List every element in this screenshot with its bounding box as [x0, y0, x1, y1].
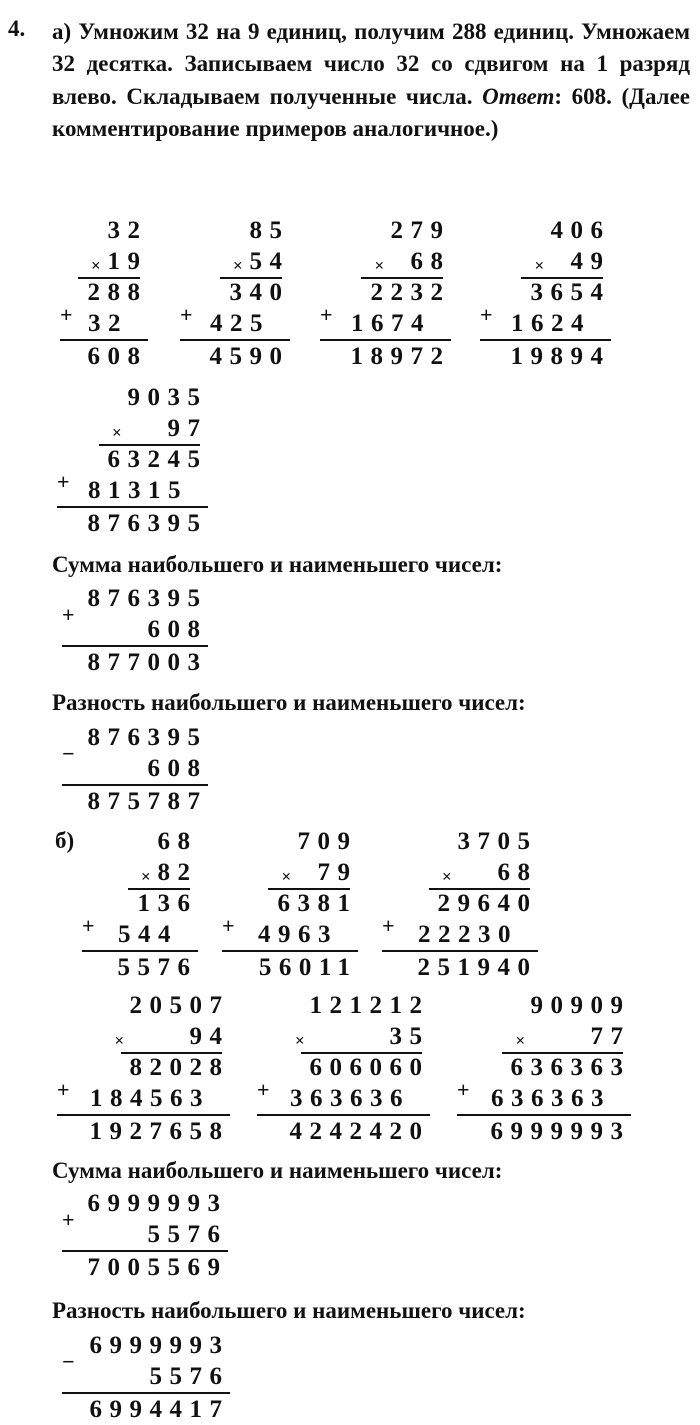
multiplier: 94 [189, 1023, 230, 1050]
multiplier: 54 [249, 248, 290, 275]
multiplicand: 32 [107, 217, 148, 244]
plus-sign: + [82, 913, 95, 938]
task-number: 4. [8, 16, 26, 41]
product-result: 19894 [480, 339, 611, 372]
operand-1: 6999993 [87, 1190, 228, 1217]
operation-result: 6994417 [62, 1392, 230, 1425]
partial-product-2: 544 [118, 921, 178, 948]
multiplier: 68 [410, 248, 451, 275]
column-operation [62, 1330, 230, 1425]
multiplier: 77 [590, 1023, 631, 1050]
partial-product-2: 636363 [491, 1085, 611, 1112]
multiplier: 79 [317, 859, 358, 886]
partial-product-2: 1624 [511, 310, 591, 337]
operation-result: 7005569 [62, 1250, 228, 1283]
product-result: 6999993 [457, 1114, 631, 1147]
product-line [361, 277, 443, 279]
product-line [121, 1052, 223, 1054]
product-line [128, 888, 191, 890]
diff-label-b: Разность наибольшего и наименьшего чисел: [52, 1298, 526, 1323]
column-multiplication [57, 382, 208, 539]
multiplicand: 68 [157, 828, 198, 855]
multiplicand: 90909 [530, 992, 631, 1019]
partial-product-1: 63245 [107, 446, 208, 473]
product-result: 5576 [82, 950, 198, 983]
multiplier: 19 [107, 248, 148, 275]
times-sign: × [295, 1031, 305, 1050]
plus-sign: + [257, 1077, 270, 1102]
times-sign: × [112, 423, 122, 442]
product-line [301, 1052, 422, 1054]
plus-sign: + [62, 602, 75, 627]
product-result: 608 [60, 339, 148, 372]
partial-product-1: 6381 [277, 890, 358, 917]
partial-product-1: 636363 [510, 1054, 631, 1081]
part-b-label: б) [55, 828, 75, 853]
times-sign: × [233, 256, 243, 275]
sum-label-b: Сумма наибольшего и наименьшего чисел: [52, 1158, 503, 1183]
plus-sign: + [180, 302, 193, 327]
operation-result: 877003 [62, 645, 208, 678]
partial-product-2: 1674 [351, 310, 431, 337]
times-sign: × [114, 1031, 125, 1050]
multiplier: 68 [497, 859, 538, 886]
plus-sign: + [57, 469, 70, 494]
plus-sign: + [320, 302, 333, 327]
partial-product-1: 340 [229, 279, 290, 306]
partial-product-2: 184563 [90, 1085, 210, 1112]
product-result: 18972 [320, 339, 451, 372]
multiplier: 35 [389, 1023, 430, 1050]
intro-text-end: : 608. (Далее комментирование примеров аналогичное.) [52, 83, 691, 141]
operand-2: 5576 [147, 1221, 228, 1248]
plus-sign: + [60, 302, 73, 327]
partial-product-1: 3654 [530, 279, 611, 306]
column-multiplication [382, 826, 538, 983]
plus-sign: + [480, 302, 493, 327]
operand-2: 5576 [149, 1363, 230, 1390]
column-multiplication [82, 826, 198, 983]
times-sign: × [141, 867, 151, 886]
times-sign: × [91, 256, 101, 275]
multiplicand: 9035 [127, 384, 208, 411]
product-line [521, 277, 603, 279]
partial-product-2: 22230 [418, 921, 518, 948]
multiplicand: 3705 [457, 828, 538, 855]
column-multiplication [480, 215, 611, 372]
product-result: 4242420 [257, 1114, 430, 1147]
partial-product-1: 29640 [437, 890, 538, 917]
times-sign: × [281, 867, 292, 886]
plus-sign: + [457, 1077, 470, 1102]
product-result: 1927658 [57, 1114, 230, 1147]
multiplier: 97 [167, 415, 208, 442]
part-a-explanation [52, 16, 690, 145]
column-operation [62, 583, 208, 678]
times-sign: × [442, 867, 452, 886]
product-result: 876395 [57, 506, 208, 539]
column-multiplication [60, 215, 148, 372]
operand-2: 608 [147, 755, 208, 782]
times-sign: × [374, 256, 385, 275]
product-line [99, 444, 201, 446]
product-line [220, 277, 283, 279]
operation-result: 875787 [62, 784, 208, 817]
column-multiplication [57, 990, 230, 1147]
column-multiplication [257, 990, 430, 1147]
operand-1: 876395 [87, 724, 208, 751]
multiplicand: 709 [297, 828, 358, 855]
multiplicand: 121212 [309, 992, 430, 1019]
partial-product-2: 363636 [290, 1085, 410, 1112]
answer-label: Ответ [482, 83, 555, 109]
partial-product-2: 4963 [258, 921, 338, 948]
multiplicand: 85 [249, 217, 290, 244]
product-line [429, 888, 531, 890]
plus-sign: + [382, 913, 395, 938]
operand-1: 876395 [87, 585, 208, 612]
product-line [268, 888, 350, 890]
column-operation [62, 722, 208, 817]
partial-product-1: 82028 [129, 1054, 230, 1081]
product-result: 56011 [222, 950, 358, 983]
minus-sign: − [62, 1349, 75, 1374]
partial-product-1: 2232 [370, 279, 451, 306]
partial-product-1: 136 [137, 890, 198, 917]
column-operation [62, 1188, 228, 1283]
partial-product-1: 606060 [309, 1054, 430, 1081]
intro-text: а) Умножим 32 на 9 единиц, получим 288 единиц. Умножаем 32 десятка. Записываем число 32 со сдвигом на 1 разряд влево. Складываем полученные числа. [52, 19, 690, 109]
product-result: 251940 [382, 950, 538, 983]
minus-sign: − [62, 741, 75, 766]
multiplicand: 279 [390, 217, 451, 244]
diff-label-a: Разность наибольшего и наименьшего чисел: [52, 690, 526, 715]
column-multiplication [222, 826, 358, 983]
partial-product-2: 32 [88, 310, 128, 337]
partial-product-1: 288 [87, 279, 148, 306]
plus-sign: + [57, 1077, 70, 1102]
product-line [78, 277, 141, 279]
multiplicand: 20507 [129, 992, 230, 1019]
column-multiplication [457, 990, 631, 1147]
multiplier: 82 [157, 859, 198, 886]
product-result: 4590 [180, 339, 290, 372]
times-sign: × [534, 256, 545, 275]
operand-1: 6999993 [89, 1332, 230, 1359]
partial-product-2: 425 [210, 310, 270, 337]
plus-sign: + [62, 1207, 75, 1232]
operand-2: 608 [147, 616, 208, 643]
column-multiplication [320, 215, 451, 372]
partial-product-2: 81315 [88, 477, 188, 504]
times-sign: × [515, 1031, 526, 1050]
product-line [502, 1052, 623, 1054]
plus-sign: + [222, 913, 235, 938]
multiplier: 49 [570, 248, 611, 275]
multiplicand: 406 [550, 217, 611, 244]
sum-label-a: Сумма наибольшего и наименьшего чисел: [52, 552, 503, 577]
column-multiplication [180, 215, 290, 372]
